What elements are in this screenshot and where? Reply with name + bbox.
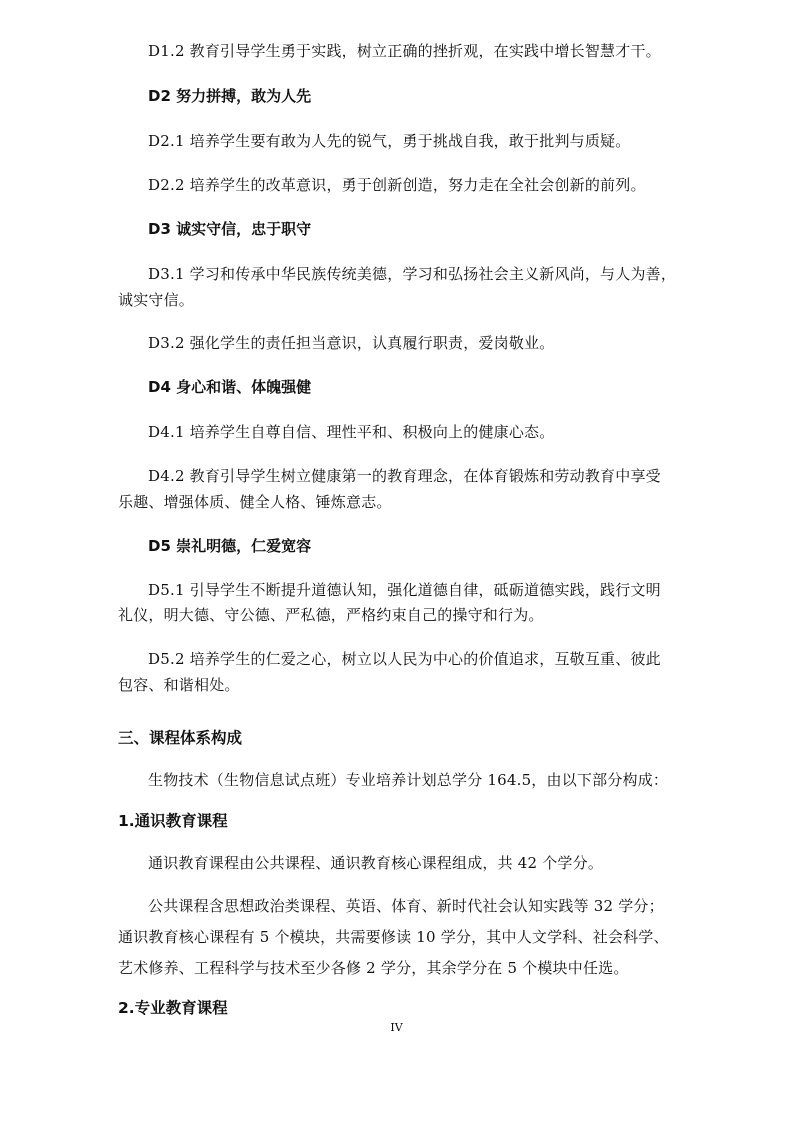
heading-d5: D5 崇礼明德，仁爱宽容 [148,537,312,555]
paragraph-d5-1-line1: D5.1 引导学生不断提升道德认知，强化道德自律，砥砺道德实践，践行文明 [148,581,661,599]
paragraph-d3-1-line2: 诚实守信。 [118,291,195,309]
paragraph-d5-1-line2: 礼仪，明大德、守公德、严私德，严格约束自己的操守和行为。 [118,606,544,624]
paragraph-d5-2-line2: 包容、和谐相处。 [118,676,240,694]
section-3-title: 三、课程体系构成 [118,729,243,747]
paragraph-d4-2-line1: D4.2 教育引导学生树立健康第一的教育理念，在体育锻炼和劳动教育中享受 [148,467,661,485]
subsection-1-paragraph-2-line3: 艺术修养、工程科学与技术至少各修 2 学分，其余学分在 5 个模块中任选。 [118,959,629,977]
section-3-intro: 生物技术（生物信息试点班）专业培养计划总学分 164.5，由以下部分构成： [148,771,669,789]
heading-d3: D3 诚实守信，忠于职守 [148,220,312,238]
paragraph-d4-1: D4.1 培养学生自尊自信、理性平和、积极向上的健康心态。 [148,423,555,441]
subsection-1-title: 1.通识教育课程 [118,812,228,830]
paragraph-d1-2: D1.2 教育引导学生勇于实践，树立正确的挫折观，在实践中增长智慧才干。 [148,42,661,60]
subsection-2-title: 2.专业教育课程 [118,999,228,1017]
paragraph-d5-2-line1: D5.2 培养学生的仁爱之心，树立以人民为中心的价值追求，互敬互重、彼此 [148,650,661,668]
subsection-1-paragraph-2-line1: 公共课程含思想政治类课程、英语、体育、新时代社会认知实践等 32 学分； [148,897,664,915]
heading-d2: D2 努力拼搏，敢为人先 [148,87,312,105]
paragraph-d2-1: D2.1 培养学生要有敢为人先的锐气，勇于挑战自我，敢于批判与质疑。 [148,132,631,150]
subsection-1-paragraph-1: 通识教育课程由公共课程、通识教育核心课程组成，共 42 个学分。 [148,854,604,872]
paragraph-d4-2-line2: 乐趣、增强体质、健全人格、锤炼意志。 [118,493,392,511]
subsection-1-paragraph-2-line2: 通识教育核心课程有 5 个模块，共需要修读 10 学分，其中人文学科、社会科学、 [118,928,669,946]
paragraph-d3-1-line1: D3.1 学习和传承中华民族传统美德，学习和弘扬社会主义新风尚，与人为善， [148,265,677,283]
heading-d4: D4 身心和谐、体魄强健 [148,378,312,396]
page-number: IV [390,1021,403,1034]
paragraph-d2-2: D2.2 培养学生的改革意识，勇于创新创造，努力走在全社会创新的前列。 [148,176,646,194]
paragraph-d3-2: D3.2 强化学生的责任担当意识，认真履行职责，爱岗敬业。 [148,334,555,352]
